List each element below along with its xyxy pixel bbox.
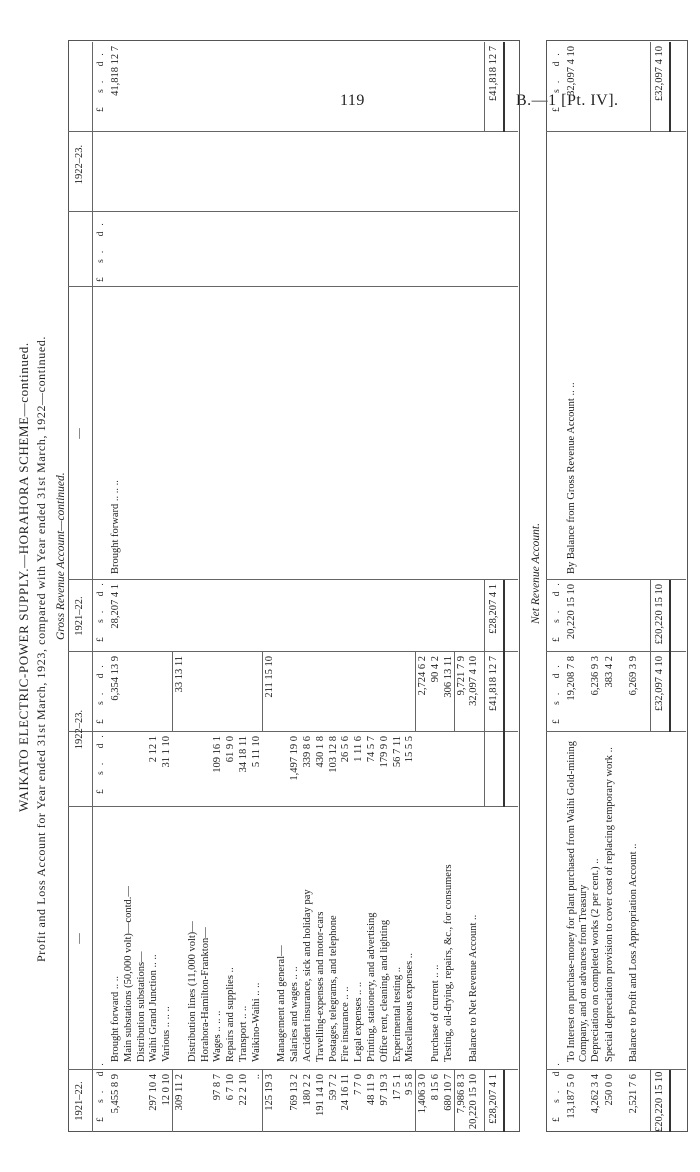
gross-dr-text-cell: Testing, oil-drying, repairs, &c., for consumers [442, 864, 454, 1062]
net-dr-text-cell: Depreciation on completed works (2 per cent.) .. [590, 858, 601, 1062]
gross-dr-1922-cell: 97 19 3 [378, 1074, 390, 1106]
gross-dr-1922-cell: 97 8 7 [212, 1074, 224, 1101]
net-dr-1923-cell: 19,208 7 8 [566, 656, 577, 701]
gross-dr-text-cell: Salaries and wages .. .. [289, 966, 301, 1062]
net-cr-total-1922: £20,220 15 10 [654, 584, 665, 645]
gross-dr-sub-cell: 56 7 11 [391, 736, 403, 768]
col-1922-cr: 1921–22. [74, 596, 85, 636]
gross-dr-1922-cell: 12 0 10 [161, 1074, 173, 1106]
gross-dr-text-cell: Miscellaneous expenses .. [404, 952, 416, 1062]
gross-dr-1922-cell: £28,207 4 1 [488, 1074, 499, 1124]
gross-dr-text-cell: Repairs and supplies .. [225, 967, 237, 1062]
lsd-label: £ s. d. [96, 47, 106, 112]
net-dr-text-cell: Balance to Profit and Loss Appropriation Account .. [628, 843, 639, 1062]
lsd-label: £ s. d. [552, 1057, 562, 1122]
gross-dr-text-cell: Travelling-expenses and motor-cars [314, 911, 326, 1062]
gross-dr-1922-cell: 22 2 10 [238, 1074, 249, 1106]
net-dr-1922-cell: 250 0 0 [604, 1074, 615, 1106]
gross-dr-sub-cell: 34 18 11 [238, 736, 249, 773]
gross-dr-sub-cell: 15 5 5 [404, 736, 416, 763]
gross-dr-main-cell: 9,721 7 9 [455, 656, 467, 696]
net-dr-1923-cell: £32,097 4 10 [654, 656, 665, 712]
gross-dr-1922-cell: 309 11 2 [174, 1074, 185, 1111]
gross-dr-1922-cell: 7 7 0 [353, 1074, 365, 1095]
col-dash-dr: — [74, 933, 85, 944]
gross-dr-text-cell: Horahora-Hamilton-Frankton— [199, 927, 211, 1062]
gross-heading: Gross Revenue Account—continued. [55, 472, 67, 640]
gross-dr-text-cell: Distribution substations— [135, 951, 147, 1062]
gross-dr-sub-cell: 430 1 8 [314, 736, 326, 768]
gross-dr-1922-cell: 191 14 10 [314, 1074, 326, 1116]
gross-dr-1922-cell: 9 5 8 [404, 1074, 416, 1095]
gross-dr-sub-cell: 1,497 19 0 [289, 736, 301, 781]
gross-dr-text-cell: Legal expenses .. .. [353, 981, 365, 1062]
gross-dr-sub-cell: 339 8 6 [302, 736, 313, 768]
gross-dr-text-cell: Various .. .. .. [161, 1006, 173, 1062]
gross-dr-text-cell: Transport .. .. [238, 1005, 249, 1062]
net-dr-1923-cell: 6,236 9 3 [590, 656, 601, 696]
net-dr-1923-cell: 6,269 3 9 [628, 656, 639, 696]
gross-dr-text-cell: Purchase of current .. .. [430, 964, 441, 1062]
net-cr-1923: 32,097 4 10 [566, 46, 577, 96]
gross-dr-text-cell: Printing, stationery, and advertising [366, 912, 377, 1062]
gross-dr-1922-cell: 7,986 8 3 [455, 1074, 467, 1114]
gross-dr-text-cell: Accident insurance, sick and holiday pay [302, 889, 313, 1062]
gross-dr-main-cell: 306 13 11 [442, 656, 454, 698]
gross-dr-sub-cell: 179 9 0 [378, 736, 390, 768]
gross-dr-1922-cell: 769 13 2 [289, 1074, 301, 1111]
gross-cr-1922: 28,207 4 1 [110, 584, 121, 629]
gross-dr-1922-cell: 180 2 2 [302, 1074, 313, 1106]
gross-dr-text-cell: Fire insurance .. .. [340, 986, 352, 1062]
gross-dr-sub-cell: 61 9 0 [225, 736, 237, 763]
gross-dr-text-cell: Distribution lines (11,000 volt)— [186, 921, 198, 1062]
gross-cr-total-1922: £28,207 4 1 [488, 584, 499, 634]
page-number: 119 [340, 92, 365, 109]
lsd-label: £ s. d. [96, 217, 106, 282]
gross-dr-text-cell: Brought forward .. .. [110, 975, 121, 1062]
lsd-label: £ s. d. [552, 47, 562, 112]
net-dr-text-cell: Special depreciation provision to cover cost of replacing temporary work .. [604, 747, 615, 1062]
gross-dr-1922-cell: 24 16 11 [340, 1074, 352, 1111]
net-dr-text-cell: To Interest on purchase-money for plant purchased from Waihi Gold-mining Company, and on advances from Treasury [566, 740, 589, 1062]
lsd-label: £ s. d. [96, 659, 106, 724]
gross-dr-main-cell: £41,818 12 7 [488, 656, 499, 712]
gross-dr-text-cell: Main substations (50,000 volt)—contd.— [122, 886, 134, 1062]
gross-dr-main-cell: 33 13 11 [174, 656, 185, 693]
gross-dr-text-cell: Waihi Grand Junction .. .. [148, 954, 160, 1062]
gross-dr-text-cell: Waikino-Waihi .. .. [250, 982, 262, 1062]
gross-dr-text-cell: Management and general— [276, 945, 288, 1062]
col-dash-cr: — [74, 428, 85, 439]
document-reference: B.—1 [Pt. IV]. [516, 92, 619, 109]
lsd-label: £ s. d. [552, 659, 562, 724]
net-dr-1922-cell: £20,220 15 10 [654, 1071, 665, 1132]
gross-dr-1922-cell: 297 10 4 [148, 1074, 160, 1111]
gross-dr-1922-cell: 17 5 1 [391, 1074, 403, 1101]
gross-cr-1923: 41,818 12 7 [110, 46, 121, 96]
gross-dr-1922-cell: 680 10 7 [442, 1074, 454, 1111]
col-1923-cr: 1922–23. [74, 144, 85, 185]
gross-dr-sub-cell: 31 1 10 [161, 736, 173, 768]
gross-dr-sub-cell: 1 11 6 [353, 736, 365, 762]
lsd-label: £ s. d. [96, 577, 106, 642]
col-1923-dr: 1922–23. [74, 709, 85, 750]
gross-dr-1922-cell: 1,406 3 0 [417, 1074, 429, 1114]
gross-dr-text-cell: Wages .. .. .. [212, 1010, 224, 1062]
gross-dr-main-cell: 2,724 6 2 [417, 656, 429, 696]
gross-dr-1922-cell: 59 7 2 [327, 1074, 339, 1101]
gross-dr-sub-cell: 103 12 8 [327, 736, 339, 773]
net-heading: Net Revenue Account. [530, 522, 542, 624]
gross-dr-1922-cell: 20,220 15 10 [468, 1074, 480, 1130]
gross-dr-sub-cell: 74 5 7 [366, 736, 377, 763]
gross-dr-1922-cell: 48 11 9 [366, 1074, 377, 1106]
gross-dr-1922-cell: 6 7 10 [225, 1074, 237, 1101]
net-dr-1922-cell: 2,521 7 6 [628, 1074, 639, 1114]
gross-dr-1922-cell: .. [250, 1074, 262, 1080]
gross-dr-text-cell: Postages, telegrams, and telephone [327, 915, 339, 1062]
page-title: WAIKATO ELECTRIC-POWER SUPPLY.—HORAHORA SCHEME—continued. [16, 342, 31, 812]
gross-dr-main-cell: 32,097 4 10 [468, 656, 480, 706]
gross-dr-main-cell: 6,354 13 9 [110, 656, 121, 701]
lsd-label: £ s. d. [552, 577, 562, 642]
net-cr-text: By Balance from Gross Revenue Account .. .. [566, 382, 577, 574]
gross-dr-sub-cell: 26 5 6 [340, 736, 352, 763]
net-dr-1922-cell: 13,187 5 0 [566, 1074, 577, 1119]
lsd-label: £ s. d. [96, 729, 106, 794]
net-cr-total-1923: £32,097 4 10 [654, 46, 665, 102]
net-dr-1922-cell: 4,262 3 4 [590, 1074, 601, 1114]
col-1922-dr: 1921–22. [74, 1081, 85, 1121]
lsd-label: £ s. d. [96, 1057, 106, 1122]
gross-dr-1922-cell: 125 19 3 [263, 1074, 275, 1111]
net-dr-1923-cell: 383 4 2 [604, 656, 615, 688]
gross-dr-text-cell: Experimental testing .. [391, 966, 403, 1062]
gross-dr-sub-cell: 2 12 1 [148, 736, 160, 763]
gross-dr-text-cell: Balance to Net Revenue Account .. [468, 914, 480, 1062]
gross-dr-main-cell: 211 15 10 [263, 656, 275, 698]
gross-dr-1922-cell: 5,455 8 9 [110, 1074, 121, 1114]
gross-dr-main-cell: 90 4 2 [430, 656, 441, 683]
net-cr-1922: 20,220 15 10 [566, 584, 577, 640]
page-subtitle: Profit and Loss Account for Year ended 31st March, 1923, compared with Year ended 31st March, 1922—continued. [34, 336, 48, 962]
gross-cr-total-1923: £41,818 12 7 [488, 46, 499, 102]
gross-dr-sub-cell: 109 16 1 [212, 736, 224, 773]
gross-dr-sub-cell: 5 11 10 [250, 736, 262, 768]
gross-dr-1922-cell: 8 15 6 [430, 1074, 441, 1101]
gross-header-rule [92, 42, 93, 1132]
gross-dr-text-cell: Office rent, cleaning, and lighting [378, 919, 390, 1062]
gross-cr-text: Brought forward .. .. .. [110, 480, 121, 574]
